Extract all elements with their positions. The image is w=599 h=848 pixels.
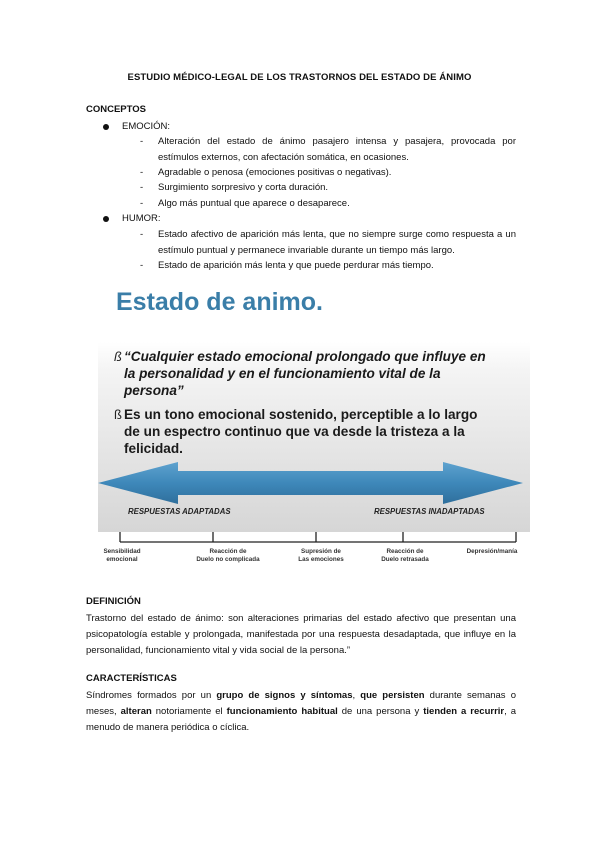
dash-icon: - xyxy=(140,182,144,193)
emocion-label: EMOCIÓN: xyxy=(122,121,171,132)
emocion-point xyxy=(140,134,516,165)
emocion-point xyxy=(140,180,516,196)
emocion-point xyxy=(140,196,516,212)
right-response-label: RESPUESTAS INADAPTADAS xyxy=(374,507,485,516)
definicion-text: Trastorno del estado de ánimo: son alteraciones primarias del estado afectivo que presentan una psicopatología estable y prolongada, manifestada por una respuesta desadaptada, que influye en la personalidad, funcionamiento vital y vida social de la persona.” xyxy=(86,613,516,656)
double-arrow-icon xyxy=(98,462,530,504)
figure-quote-1: ß “Cualquier estado emocional prolongado que influye en la personalidad y en el funcionamiento vital de la persona” xyxy=(114,349,486,398)
humor-point-text: Estado afectivo de aparición más lenta, que no siempre surge como respuesta a un estímulo puntual y permanece invariable durante un tiempo más largo. xyxy=(158,229,516,256)
figure-heading: Estado de animo. xyxy=(116,288,323,316)
dash-icon: - xyxy=(140,198,144,209)
dash-icon: - xyxy=(140,136,144,147)
humor-point-text: Estado de aparición más lenta y que puede perdurar más tiempo. xyxy=(158,260,434,271)
document-title: ESTUDIO MÉDICO-LEGAL DE LOS TRASTORNOS DEL ESTADO DE ÁNIMO xyxy=(127,72,472,83)
mood-spectrum-figure xyxy=(98,286,530,576)
bullet-dot-icon xyxy=(103,124,109,130)
emocion-point-text: Surgimiento sorpresivo y corta duración. xyxy=(158,182,329,193)
scale-label: Supresión de Las emociones xyxy=(298,548,344,563)
spectrum-scale-line xyxy=(118,528,518,546)
figure-quote-2: ß Es un tono emocional sostenido, perceptible a lo largo de un espectro continuo que va desde la tristeza a la felicidad. xyxy=(114,407,478,456)
bullet-dot-icon xyxy=(103,216,109,222)
bullet-humor xyxy=(103,213,161,224)
caracteristicas-text: Síndromes formados por un grupo de signos y síntomas, que persisten durante semanas o meses, alteran notoriamente el funcionamiento habitual de una persona y tienden a recurrir, a menudo de manera periódica o cíclica. xyxy=(86,690,517,733)
scale-label: Sensibilidad emocional xyxy=(103,548,141,563)
quote-bullet-icon: ß xyxy=(114,407,122,422)
definicion-heading: DEFINICIÓN xyxy=(86,596,141,607)
left-response-label: RESPUESTAS ADAPTADAS xyxy=(128,507,231,516)
caracteristicas-heading: CARACTERÍSTICAS xyxy=(86,673,177,684)
emocion-point xyxy=(140,165,516,181)
dash-icon: - xyxy=(140,167,144,178)
emocion-point-text: Alteración del estado de ánimo pasajero intensa y pasajera, provocada por estímulos externos, con afectación somática, en ocasiones. xyxy=(158,136,516,163)
emocion-point-text: Algo más puntual que aparece o desaparece. xyxy=(158,198,350,209)
scale-label: Reacción de Duelo retrasada xyxy=(381,548,429,563)
emocion-point-text: Agradable o penosa (emociones positivas o negativas). xyxy=(158,167,392,178)
humor-label: HUMOR: xyxy=(122,213,161,224)
dash-icon: - xyxy=(140,260,144,271)
dash-icon: - xyxy=(140,229,144,240)
quote-bullet-icon: ß xyxy=(114,349,122,364)
humor-point xyxy=(140,227,516,258)
humor-point xyxy=(140,258,516,274)
bullet-emocion xyxy=(103,121,170,132)
scale-label: Reacción de Duelo no complicada xyxy=(196,548,260,563)
conceptos-heading: CONCEPTOS xyxy=(86,104,147,115)
scale-label: Depresión/manía xyxy=(466,548,518,555)
